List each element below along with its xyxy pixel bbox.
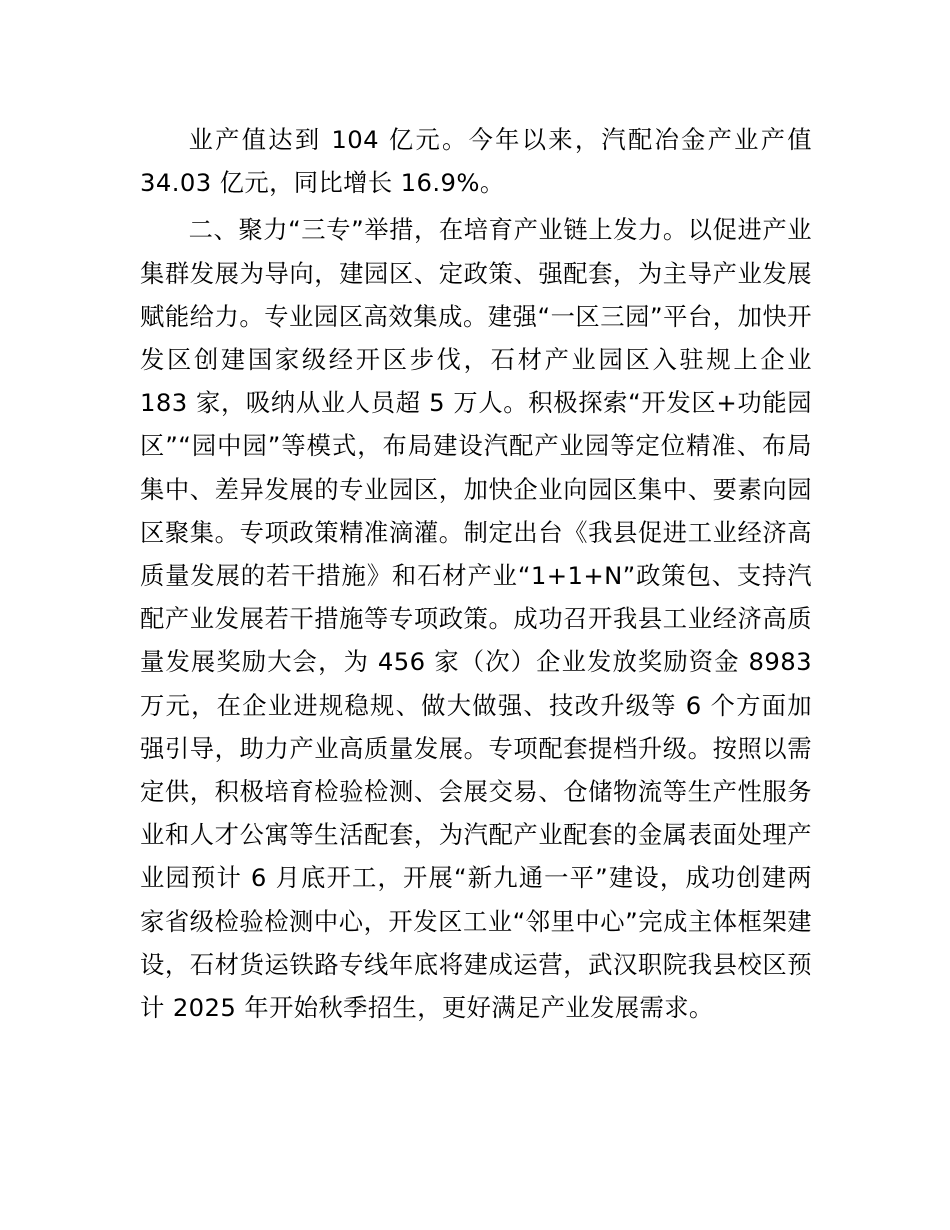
paragraph-industry-output: 业产值达到 104 亿元。今年以来，汽配冶金产业产值 34.03 亿元，同比增长 16.9%。 <box>140 125 812 198</box>
paragraph-three-measures: 二、聚力“三专”举措，在培育产业链上发力。以促进产业集群发展为导向，建园区、定政策、强配套，为主导产业发展赋能给力。专业园区高效集成。建强“一区三园”平台，加快开发区创建国家级经开区步伐，石材产业园区入驻规上企业 183 家，吸纳从业人员超 5 万人。积极探索“开发区+功能园区”“园中园”等模式，布局建设汽配产业园等定位精准、布局集中、差异发展的专业园区，加快企业向园区集中、要素向园区聚集。专项政策精准滴灌。制定出台《我县促进工业经济高质量发展的若干措施》和石材产业“1+1+N”政策包、支持汽配产业发展若干措施等专项政策。成功召开我县工业经济高质量发展奖励大会，为 456 家（次）企业发放奖励资金 8983 万元，在企业进规稳规、做大做强、技改升级等 6 个方面加强引导，助力产业高质量发展。专项配套提档升级。按照以需定供，积极培育检验检测、会展交易、仓储物流等生产性服务业和人才公寓等生活配套，为汽配产业配套的金属表面处理产业园预计 6 月底开工，开展“新九通一平”建设，成功创建两家省级检验检测中心，开发区工业“邻里中心”完成主体框架建设，石材货运铁路专线年底将建成运营，武汉职院我县校区预计 2025 年开始秋季招生，更好满足产业发展需求。 <box>140 215 812 1023</box>
document-page <box>140 118 812 1029</box>
